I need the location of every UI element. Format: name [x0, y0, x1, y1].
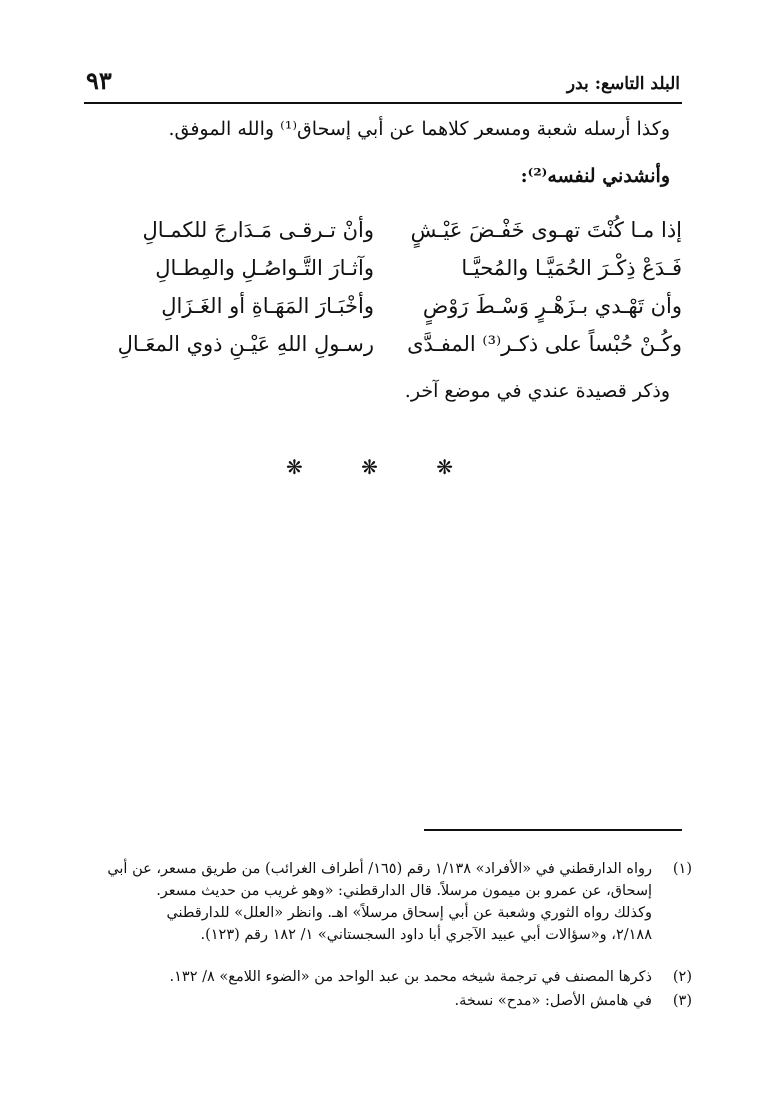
closing-line: وذكر قصيدة عندي في موضع آخر. [404, 380, 670, 402]
footnote-2 [92, 966, 692, 988]
verse [84, 324, 682, 364]
footnote-text [92, 990, 652, 1012]
footnote-3 [92, 990, 692, 1012]
verse-first-hemistich: وكُـنْ حُبْساً على ذكـر⁽³⁾ المفـدَّى [407, 332, 682, 356]
footnote-marker: (٢) [672, 969, 692, 985]
running-head: البلد التاسع: بدر [566, 74, 680, 94]
verse [84, 248, 682, 288]
verse-first-hemistich: إذا مـا كُنْتَ تهـوى خَفْـضَ عَيْـشٍ [410, 218, 682, 242]
header-rule [84, 102, 682, 104]
verse-second-hemistich: وأخْبَـارَ المَهَـاةِ أو الغَـزَالِ [161, 294, 374, 318]
footnote-1 [92, 858, 692, 946]
verse-second-hemistich: وآثـارَ التَّـواصُـلِ والمِطـالِ [155, 256, 374, 280]
footnote-line: رواه الدارقطني في «الأفراد» ١/١٣٨ رقم (١٦٥/ أطراف الغرائب) من طريق مسعر، عن أبي [107, 861, 652, 877]
verse-second-hemistich: رسـولِ اللهِ عَيْـنِ ذوي المعَـالِ [117, 332, 374, 356]
verse [84, 210, 682, 250]
page-number: ٩٣ [86, 66, 112, 95]
poem-intro: وأنشدني لنفسه⁽²⁾: [520, 165, 670, 187]
page-header [86, 66, 680, 95]
footnote-line: في هامش الأصل: «مدح» نسخة. [454, 993, 652, 1009]
verse-second-hemistich: وأنْ تـرقـى مَـدَارجَ للكمـالِ [142, 218, 374, 242]
footnote-marker: (٣) [672, 993, 692, 1009]
body-line: وكذا أرسله شعبة ومسعر كلاهما عن أبي إسحاق⁽¹⁾ والله الموفق. [168, 118, 670, 140]
footnote-line: وكذلك رواه الثوري وشعبة عن أبي إسحاق مرسلاً» اهـ. وانظر «العلل» للدارقطني [166, 905, 652, 921]
footnote-line: ذكرها المصنف في ترجمة شيخه محمد بن عبد الواحد من «الضوء اللامع» ٨/ ١٣٢. [169, 969, 652, 985]
section-separator: ❋ ❋ ❋ [286, 455, 479, 479]
footnote-rule [424, 829, 682, 831]
verse [84, 286, 682, 326]
verse-first-hemistich: فَـدَعْ ذِكْـرَ الحُمَيَّـا والمُحيَّـا [461, 256, 682, 280]
footnote-line: ٢/١٨٨، و«سؤالات أبي عبيد الآجري أبا داود السجستاني» ١/ ١٨٢ رقم (١٢٣). [200, 927, 652, 943]
footnote-line: إسحاق، عن عمرو بن ميمون مرسلاً. قال الدارقطني: «وهو غريب من حديث مسعر. [156, 883, 652, 899]
footnote-marker: (١) [672, 861, 692, 877]
verse-first-hemistich: وأن تَهْـدي بـزَهْـرٍ وَسْـطَ رَوْضٍ [422, 294, 682, 318]
footnote-text [92, 858, 652, 946]
footnote-text [92, 966, 652, 988]
